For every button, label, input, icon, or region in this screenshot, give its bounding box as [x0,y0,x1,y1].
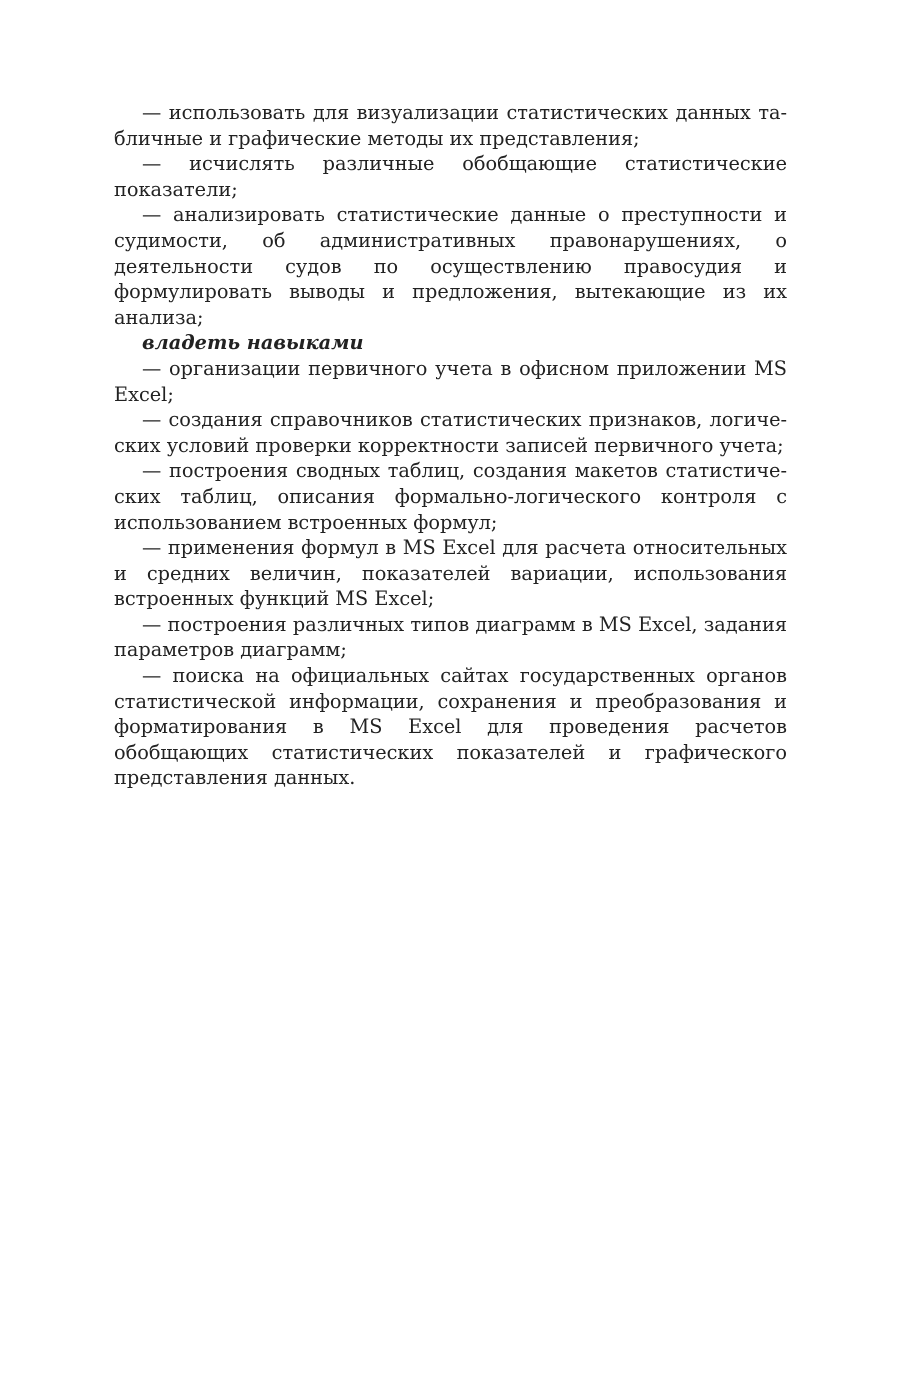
skill-item-summary-tables: — построения сводных таблиц, создания макетов статистических таблиц, описания формально-логического контроля с использованием встроенных формул; [114,459,787,534]
document-page [114,100,787,791]
skill-item-formulas: — применения формул в MS Excel для расчета относительных и средних величин, показателей вариации, использования встроенных функций MS Excel; [114,536,787,611]
skill-item-search: — поиска на официальных сайтах государственных органов статистической информации, сохранения и преобразования и форматирования в MS Excel для проведения расчетов обобщающих статистических показателей и графического представления данных. [114,664,787,790]
skill-item-primary-records: — организации первичного учета в офисном приложении MS Excel; [114,356,787,406]
skill-item-visualization: — использовать для визуализации статистических данных табличные и графические методы их представления; [114,101,787,150]
skill-item-diagrams: — построения различных типов диаграмм в MS Excel, задания параметров диаграмм; [114,612,787,662]
skill-item-reference-books: — создания справочников статистических признаков, логических условий проверки корректности записей первичного учета; [114,408,787,457]
skill-item-analysis: — анализировать статистические данные о преступности и судимости, об административных правонарушениях, о деятельности судов по осуществлению правосудия и формулировать выводы и предложения, вытекающие из их анализа; [114,203,787,329]
skill-item-indicators: — исчислять различные обобщающие статистические показатели; [114,152,787,201]
section-heading-skills: владеть навыками [142,331,364,355]
